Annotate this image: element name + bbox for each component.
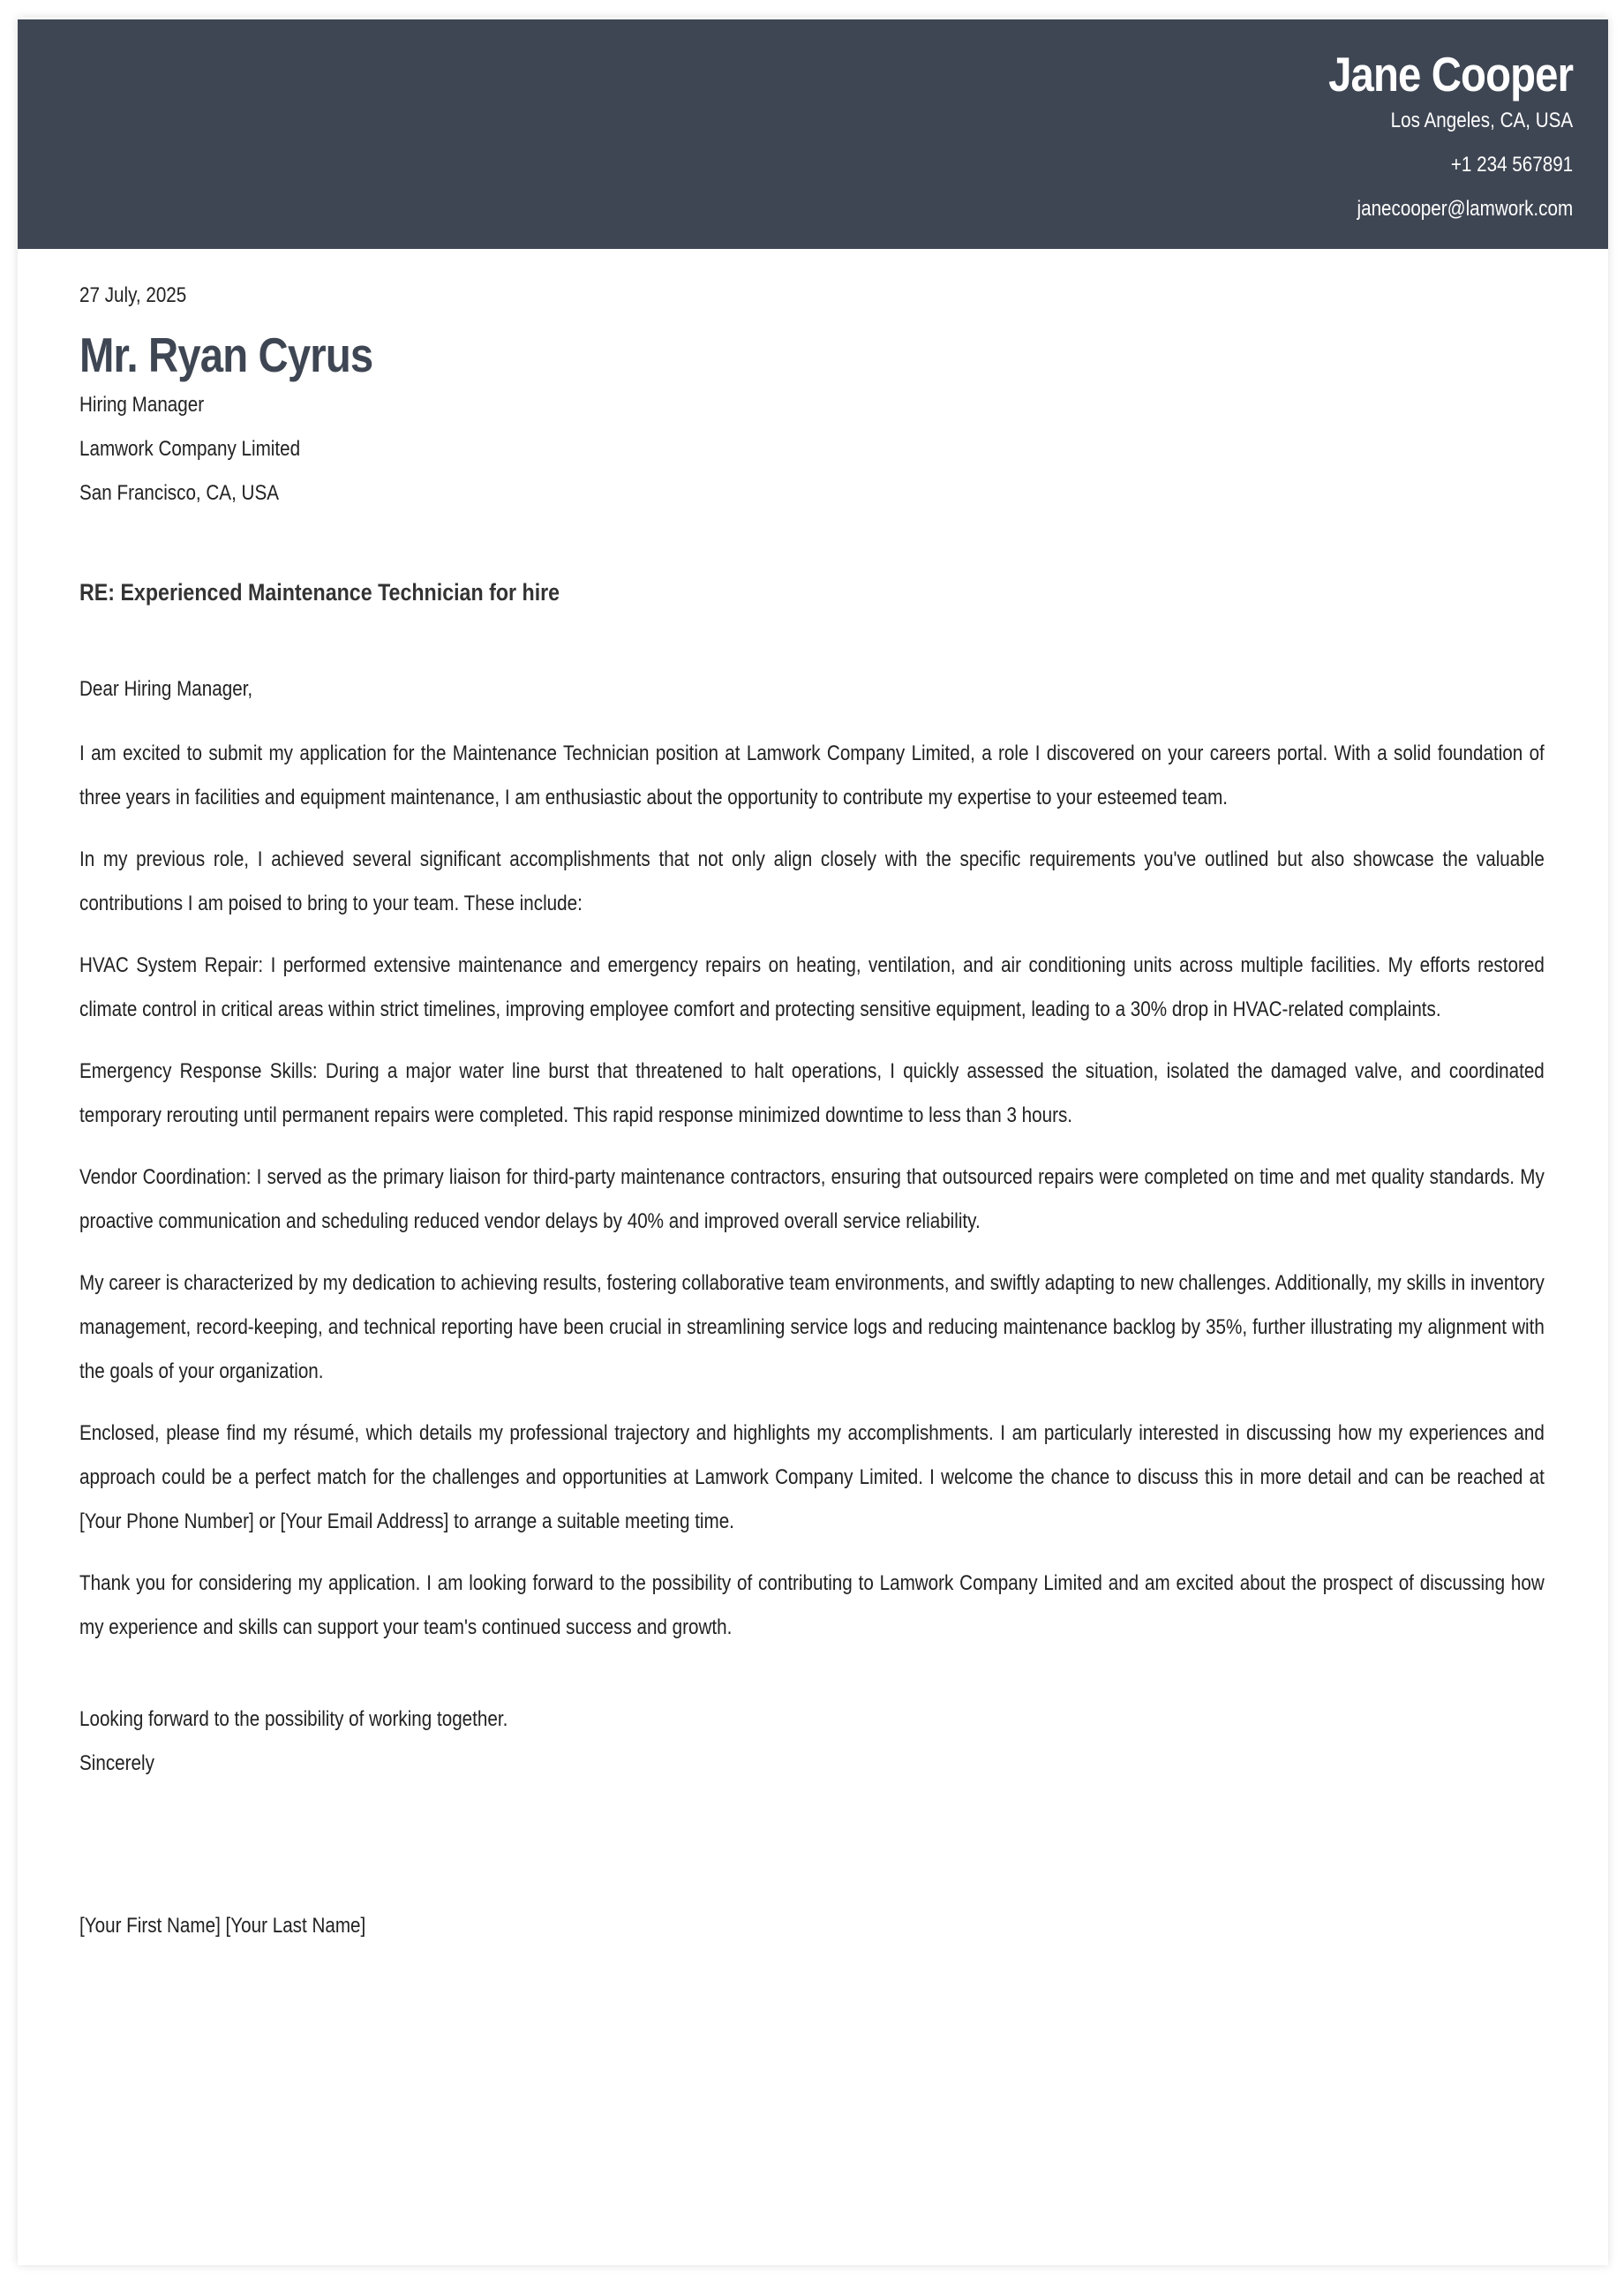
sender-block <box>1289 46 1573 231</box>
paragraph-thanks: Thank you for considering my application. I am looking forward to the possibility of contributing to Lamwork Company Limited and am excited about the prospect of discussing how my experience and skills can support your team's continued success and growth. <box>79 1571 1545 1639</box>
paragraph-hvac: HVAC System Repair: I performed extensive maintenance and emergency repairs on heating, ventilation, and air conditioning units across multiple facilities. My efforts restored climate control in critical areas within strict timelines, improving employee comfort and protecting sensitive equipment, leading to a 30% drop in HVAC-related complaints. <box>79 953 1545 1021</box>
recipient-company: Lamwork Company Limited <box>79 437 301 461</box>
recipient-block <box>79 383 1545 516</box>
recipient-name: Mr. Ryan Cyrus <box>79 327 373 382</box>
sender-phone: +1 234 567891 <box>1450 153 1573 177</box>
letter-header <box>18 19 1608 249</box>
paragraph-enclosed: Enclosed, please find my résumé, which details my professional trajectory and highlights my accomplishments. I am particularly interested in discussing how my experiences and approach could be a perfect match for the challenges and opportunities at Lamwork Company Limited. I welcome the chance to discuss this in more detail and can be reached at [Your Phone Number] or [Your Email Address] to arrange a suitable meeting time. <box>79 1421 1545 1533</box>
paragraph-vendor: Vendor Coordination: I served as the primary liaison for third-party maintenance contractors, ensuring that outsourced repairs were completed on time and met quality standards. My proactive communication and scheduling reduced vendor delays by 40% and improved overall service reliability. <box>79 1165 1545 1233</box>
letter-date: 27 July, 2025 <box>79 283 187 307</box>
closing-block <box>79 1698 1545 1948</box>
paragraph-emergency: Emergency Response Skills: During a major water line burst that threatened to halt operations, I quickly assessed the situation, isolated the damaged valve, and coordinated temporary rerouting until permanent repairs were completed. This rapid response minimized downtime to less than 3 hours. <box>79 1059 1545 1127</box>
signature-name: [Your First Name] [Your Last Name] <box>79 1914 366 1938</box>
sender-name: Jane Cooper <box>1327 47 1573 102</box>
letter-body <box>79 274 1545 1948</box>
letter-page <box>18 18 1608 2265</box>
sender-email: janecooper@lamwork.com <box>1357 197 1573 221</box>
sign-off: Sincerely <box>79 1751 154 1775</box>
paragraph-intro: I am excited to submit my application for the Maintenance Technician position at Lamwork Company Limited, a role I discovered on your careers portal. With a solid foundation of three years in facilities and equipment maintenance, I am enthusiastic about the opportunity to contribute my expertise to your esteemed team. <box>79 742 1545 809</box>
paragraph-accomplishments: In my previous role, I achieved several significant accomplishments that not only align closely with the specific requirements you've outlined but also showcase the valuable contributions I am poised to bring to your team. These include: <box>79 847 1545 915</box>
sender-location: Los Angeles, CA, USA <box>1390 109 1573 132</box>
closing-line: Looking forward to the possibility of working together. <box>79 1707 508 1731</box>
paragraph-career: My career is characterized by my dedication to achieving results, fostering collaborative team environments, and swiftly adapting to new challenges. Additionally, my skills in inventory management, record-keeping, and technical reporting have been crucial in streamlining service logs and reducing maintenance backlog by 35%, further illustrating my alignment with the goals of your organization. <box>79 1271 1545 1383</box>
letter-subject: RE: Experienced Maintenance Technician for hire <box>79 579 560 606</box>
recipient-location: San Francisco, CA, USA <box>79 481 279 505</box>
salutation: Dear Hiring Manager, <box>79 677 253 701</box>
recipient-title: Hiring Manager <box>79 393 205 417</box>
